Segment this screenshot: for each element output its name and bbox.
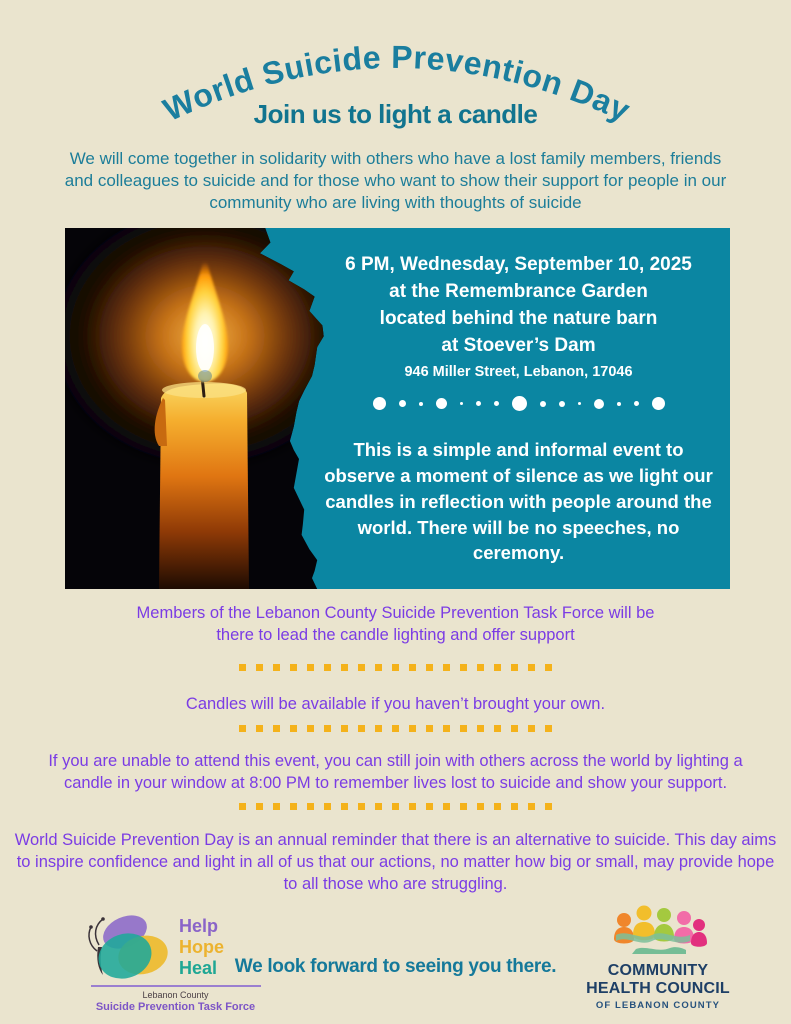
divider-square (341, 725, 348, 732)
community-health-council-logo (574, 905, 742, 1011)
logo-county-label: Lebanon County (142, 990, 209, 1000)
divider-square (358, 664, 365, 671)
divider-square (290, 725, 297, 732)
divider-square (375, 725, 382, 732)
candles-note: Candles will be available if you haven’t brought your own. (185, 695, 606, 713)
divider-square (273, 664, 280, 671)
divider-square (290, 664, 297, 671)
divider-square (324, 803, 331, 810)
divider-square (341, 664, 348, 671)
divider-square (460, 725, 467, 732)
divider-dot (617, 402, 621, 406)
divider-square (324, 725, 331, 732)
divider-square (528, 803, 535, 810)
divider-square (256, 803, 263, 810)
page-subtitle: Join us to light a candle (253, 99, 538, 129)
closing-note: World Suicide Prevention Day is an annual reminder that there is an alternative to suicide. This day aims to inspire confidence and light in all of us that our actions, no matter how big or small, may provide hope to all those who are struggling. (14, 831, 777, 893)
divider-dot (419, 402, 423, 406)
divider-square (392, 664, 399, 671)
divider-square (307, 664, 314, 671)
divider-square (409, 803, 416, 810)
divider-square (239, 664, 246, 671)
yellow-dashed-divider (0, 803, 791, 810)
divider-square (409, 664, 416, 671)
page-title: World Suicide Prevention Day (157, 38, 636, 129)
divider-square (494, 803, 501, 810)
divider-square (477, 725, 484, 732)
divider-dot (559, 401, 565, 407)
divider-square (409, 725, 416, 732)
divider-square (341, 803, 348, 810)
divider-square (511, 664, 518, 671)
divider-square (426, 664, 433, 671)
divider-square (256, 725, 263, 732)
community-people-icon (606, 905, 710, 957)
divider-square (511, 725, 518, 732)
divider-dot (373, 397, 386, 410)
divider-dot (634, 401, 639, 406)
arched-title (0, 6, 791, 156)
event-datetime: 6 PM, Wednesday, September 10, 2025 (345, 254, 692, 275)
divider-square (375, 664, 382, 671)
divider-dot (436, 398, 447, 409)
divider-square (460, 803, 467, 810)
event-venue-detail: located behind the nature barn (379, 307, 658, 329)
divider-dot (494, 401, 499, 406)
candle-flame-photo-icon (65, 228, 325, 589)
divider-square (443, 803, 450, 810)
divider-square (511, 803, 518, 810)
divider-dot (578, 402, 581, 405)
intro-paragraph: We will come together in solidarity with others who have a lost family members, friends and colleagues to suicide and for those who want to show their support for people in our community who are living with thoughts of suicide (64, 149, 727, 213)
divider-square (443, 664, 450, 671)
candle-photo (65, 228, 325, 589)
divider-square (477, 664, 484, 671)
divider-square (545, 803, 552, 810)
divider-dot (476, 401, 481, 406)
divider-square (494, 664, 501, 671)
divider-square (545, 664, 552, 671)
farewell-text: We look forward to seeing you there. (234, 956, 557, 977)
divider-square (239, 725, 246, 732)
divider-square (358, 803, 365, 810)
divider-dot (512, 396, 527, 411)
chc-line1: COMMUNITY (607, 962, 709, 979)
divider-square (256, 664, 263, 671)
divider-square (426, 725, 433, 732)
word-heal: Heal (179, 958, 218, 978)
divider-square (443, 725, 450, 732)
event-venue: at the Remembrance Garden (389, 280, 648, 302)
event-park: at Stoever’s Dam (441, 334, 596, 356)
divider-square (324, 664, 331, 671)
divider-square (477, 803, 484, 810)
divider-square (290, 803, 297, 810)
divider-square (358, 725, 365, 732)
divider-square (375, 803, 382, 810)
divider-square (545, 725, 552, 732)
divider-square (392, 725, 399, 732)
event-address: 946 Miller Street, Lebanon, 17046 (404, 363, 633, 380)
word-help: Help (179, 916, 219, 936)
word-hope: Hope (179, 937, 224, 957)
white-dot-row-divider (315, 396, 722, 412)
divider-dot (460, 402, 463, 405)
divider-square (239, 803, 246, 810)
yellow-dashed-divider (0, 725, 791, 732)
divider-square (528, 664, 535, 671)
divider-square (460, 664, 467, 671)
divider-square (392, 803, 399, 810)
divider-square (273, 803, 280, 810)
divider-square (494, 725, 501, 732)
chc-line2: HEALTH COUNCIL (586, 980, 730, 997)
task-force-note: Members of the Lebanon County Suicide Prevention Task Force will be there to lead the candle lighting and offer support (136, 604, 655, 644)
divider-dot (652, 397, 665, 410)
event-card (65, 228, 730, 589)
window-candle-note: If you are unable to attend this event, you can still join with others across the world by lighting a candle in your window at 8:00 PM to remember lives lost to suicide and show your support. (48, 752, 743, 792)
divider-dot (540, 401, 546, 407)
logo-divider-line (91, 985, 261, 987)
yellow-dashed-divider (0, 664, 791, 671)
event-details (315, 228, 722, 589)
divider-dot (594, 399, 604, 409)
event-description: This is a simple and informal event to observe a moment of silence as we light our candles in reflection with people around the world. There will be no speeches, no ceremony. (324, 438, 713, 564)
divider-square (528, 725, 535, 732)
divider-square (273, 725, 280, 732)
divider-square (307, 725, 314, 732)
divider-square (426, 803, 433, 810)
divider-square (307, 803, 314, 810)
divider-dot (399, 400, 406, 407)
logo-org-name: Suicide Prevention Task Force (95, 1001, 256, 1013)
chc-line3: OF LEBANON COUNTY (595, 1000, 721, 1011)
